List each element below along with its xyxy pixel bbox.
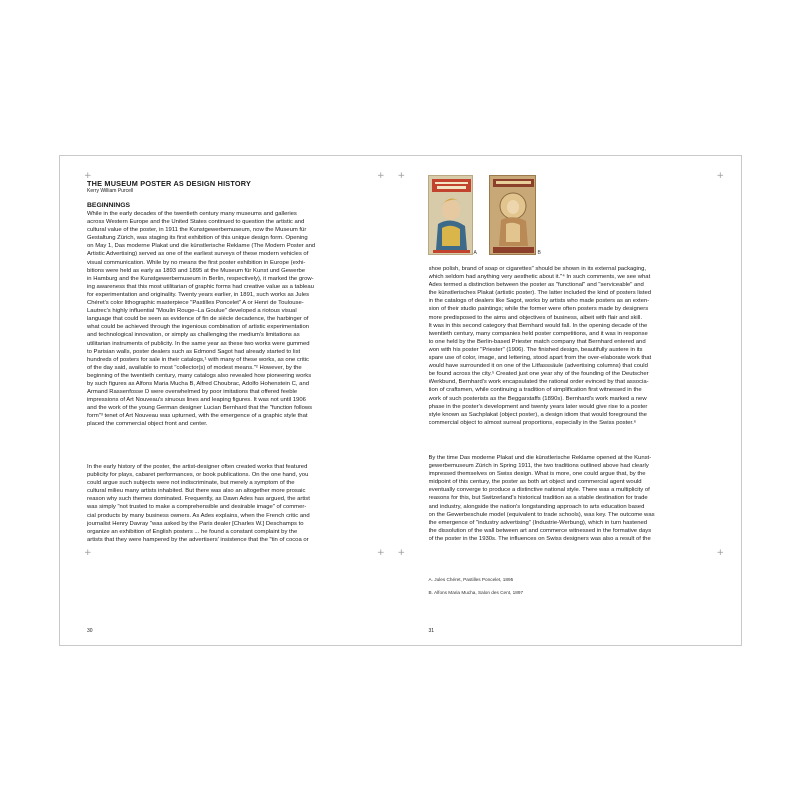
text-line: in Hamburg and the Kunstgewerbemuseum in Berlin, respectively), it marked the grow- <box>87 275 314 282</box>
text-line: publicity for plays, cabaret performances, or book publications. On the one hand, you <box>87 472 309 479</box>
crop-mark-icon: + <box>716 171 725 181</box>
text-line: journalist Henry Davray "was asked by the Paris dealer [Charles W.] Deschamps to <box>87 520 304 527</box>
body-paragraph <box>429 265 719 427</box>
text-line: placed the commercial object front and center. <box>87 421 208 428</box>
text-line: twentieth century, many companies held poster competitions, and it was in response <box>428 330 648 337</box>
text-line: and industry, alongside the nation's longstanding approach to arts education based <box>428 503 645 510</box>
text-line: the emergence of "industry advertising" (Industrie-Werbung), which in turn hastened <box>428 519 648 526</box>
text-line: and technological innovation, or simply as challenging the medium's limitations as <box>87 332 300 339</box>
text-line: what could be achieved through the ingenious combination of artistic experimentation <box>87 324 310 331</box>
text-line: Lautrec's highly influential "Moulin Rouge–La Goulue" developed a riotous visual <box>87 308 297 315</box>
text-line: to one held by the Berlin-based Priester match company that Bernhard entered and <box>428 338 646 345</box>
text-line: Chéret's color lithographic masterpiece "Pastilles Poncelet" A or Henri de Toulouse- <box>87 300 304 307</box>
text-line: utilitarian instruments of publicity. In the same year as these two works were gummed <box>87 340 310 347</box>
text-line: was simply "not trusted to make a comprehensible and desirable image" of commer- <box>87 504 307 511</box>
page-number: 31 <box>428 628 435 634</box>
text-line: Werkbund, Bernhard's work encapsulated the rational order evinced by that associa- <box>428 379 649 386</box>
text-line: beginning of the twentieth century, many catalogs also revealed how pioneering works <box>87 372 312 379</box>
text-line: the dissolution of the wall between art and commerce witnessed in the formative days <box>428 527 652 534</box>
crop-mark-icon: + <box>84 548 92 558</box>
body-paragraph <box>429 454 719 543</box>
text-line: By the time Das moderne Plakat und die künstlerische Reklame opened at the Kunst- <box>428 455 652 461</box>
text-line: across Western Europe and the United States continued to question the artistic and <box>87 219 305 226</box>
text-line: shoe polish, brand of soap or cigarettes" should be shown in its external packaging, <box>428 266 647 272</box>
text-line: could argue such subjects were not indiscriminate, but merely a symptom of the <box>87 480 295 487</box>
right-page <box>397 156 742 645</box>
figure-caption-b: B. Alfons Maria Mucha, Salon des Cent, 1897 <box>428 590 524 595</box>
figure-captions <box>429 577 524 603</box>
text-line: reasons for this, but Switzerland's historical tradition as a stable destination for trade <box>428 495 648 502</box>
figure-letter-a: A <box>473 250 477 256</box>
text-line: the künstlerisches Plakat (artistic poster). The latter included the kind of posters listed <box>428 290 652 297</box>
text-line: visual communication. While by no means the first poster exhibition in Europe (exhi- <box>87 259 306 266</box>
text-line: which seldom had anything very aesthetic about it."⁴ In such comments, we see what <box>428 274 651 281</box>
text-line: by such figures as Alfons Maria Mucha B, Alfred Choubrac, Adolfo Hohenstein C, and <box>87 380 310 387</box>
text-line: eventually converge to produce a distinctive national style. There was a multiplicity of <box>428 487 650 494</box>
crop-mark-icon: + <box>377 548 385 558</box>
text-line: be found across the city.⁵ Created just one year shy of the founding of the Deutscher <box>428 371 649 378</box>
text-line: ing awareness that this most utilitarian of graphic forms had creative value as a tableau <box>87 283 314 290</box>
text-line: Artistic Advertising) served as one of the earliest surveys of these modern vehicles of <box>87 251 309 258</box>
poster-image-b <box>489 175 536 255</box>
figure-letter-b: B <box>537 250 541 256</box>
text-line: tion of craftsmen, while continuing a tradition of simplification first witnessed in the <box>428 387 642 394</box>
poster-illustration-a <box>429 176 473 255</box>
crop-mark-icon: + <box>716 548 725 558</box>
text-line: hundreds of posters for sale in their catalogs,¹ with many of these works, as one critic <box>87 356 309 363</box>
book-spread <box>59 155 742 646</box>
text-line: Armand Rassenfosse D were overwhelmed by poor imitations that offered feeble <box>87 389 298 396</box>
text-line: style known as Sachplakat (object poster), a design idiom that would foreground the <box>428 411 647 418</box>
text-line: artists that they were hampered by the advertisers' insistence that the "tin of cocoa or <box>87 536 309 543</box>
text-line: cial products by many business owners. As Ades explains, when the French critic and <box>87 512 310 519</box>
text-line: It was in this second category that Bernhard would fall. In the opening decade of the <box>428 322 648 329</box>
text-line: to Parisian walls, poster dealers such as Edmond Sagot had already started to list <box>87 348 301 355</box>
text-line: of the poster in the 1930s. The influences on Swiss designers was also a result of the <box>428 535 651 542</box>
text-line: language that could be seen as evidence of fin de siècle decadence, the harbinger of <box>87 316 309 323</box>
crop-mark-icon: + <box>397 171 406 181</box>
figure-caption-a: A. Jules Chéret, Pastilles Poncelet, 1895 <box>428 577 514 582</box>
text-line: would have surrounded it on one of the Litfasssäule (advertising columns) that could <box>428 363 648 370</box>
text-line: commercial object to almost surreal proportions, especially in the Swiss poster.⁶ <box>428 419 637 426</box>
poster-image-a <box>428 175 473 255</box>
text-line: cultural value of the poster, in 1911 the Kunstgewerbemuseum, now the Museum für <box>87 227 307 234</box>
crop-mark-icon: + <box>397 548 406 558</box>
crop-mark-icon: + <box>84 171 92 181</box>
text-line: on May 1, Das moderne Plakat und die künstlerische Reklame (The Modern Poster and <box>87 243 316 250</box>
left-page <box>60 156 401 645</box>
author-name: Kerry William Purcell <box>87 188 134 194</box>
text-line: form"³ tenet of Art Nouveau was upturned, with the emergence of a graphic style that <box>87 413 308 420</box>
text-line: won with his poster "Priester" (1906). The finished design, beautifully austere in its <box>428 346 643 353</box>
text-line: impressions of Art Nouveau's sinuous lines and leaping figures. It was not until 1906 <box>87 397 306 404</box>
text-line: on the Gewerbeschule model (equivalent to trade schools), was key. The outcome was <box>428 511 655 518</box>
text-line: for experimentation and originality. Twenty years earlier, in 1891, such works as Jules <box>87 291 310 298</box>
text-line: of the day said, available to most "collector(s) of modest means."² However, by the <box>87 364 302 371</box>
text-line: reason why such themes dominated. Frequently, as Dawn Ades has argued, the artist <box>87 496 310 503</box>
chapter-title: THE MUSEUM POSTER AS DESIGN HISTORY <box>87 179 252 188</box>
text-line: impressed themselves on Swiss design. What is more, one could argue that, by the <box>428 471 646 478</box>
text-line: organize an exhibition of English posters ... he found a constant complaint by the <box>87 528 298 535</box>
text-line: Gestaltung Zürich, was staging its first exhibition of this unique design form. Opening <box>87 235 308 242</box>
text-line: gewerbemuseum Zürich in Spring 1911, the two traditions outlined above had clearly <box>428 463 649 470</box>
text-line: and the work of the young German designer Lucian Bernhard that the "function follows <box>87 405 313 412</box>
text-line: more predisposed to the aims and objectives of business, albeit with flair and skill. <box>428 314 642 321</box>
text-line: cultural milieu many artists inhabited. But there was also an altogether more prosaic <box>87 488 306 495</box>
page-number: 30 <box>87 628 93 634</box>
text-line: sion of their studio paintings; while the former were often posters made by designers <box>428 306 649 313</box>
text-line: midpoint of this century, the poster as both art object and commercial agent would <box>428 479 642 486</box>
text-line: phase in the poster's development and twenty years later would give rise to a poster <box>428 403 648 410</box>
crop-mark-icon: + <box>377 171 385 181</box>
poster-illustration-b <box>490 176 536 255</box>
text-line: spare use of color, image, and lettering, stood apart from the over-elaborate work that <box>428 355 652 362</box>
text-line: In the early history of the poster, the artist-designer often created works that featured <box>87 464 308 470</box>
text-line: work of such posterists as the Beggarstaffs (1890s). Bernhard's work marked a new <box>428 395 647 402</box>
text-line: bitions were held as early as 1893 and 1895 at the Museum für Kunst und Gewerbe <box>87 267 306 274</box>
body-paragraph <box>87 210 377 429</box>
text-line: in the catalogs of dealers like Sagot, works by artists who made posters as an exten- <box>428 298 650 305</box>
text-line: Ades termed a distinction between the poster as "functional" and "serviceable" and <box>428 282 644 289</box>
body-paragraph <box>87 463 377 544</box>
section-heading: BEGINNINGS <box>87 202 131 209</box>
text-line: While in the early decades of the twentieth century many museums and galleries <box>87 211 297 217</box>
